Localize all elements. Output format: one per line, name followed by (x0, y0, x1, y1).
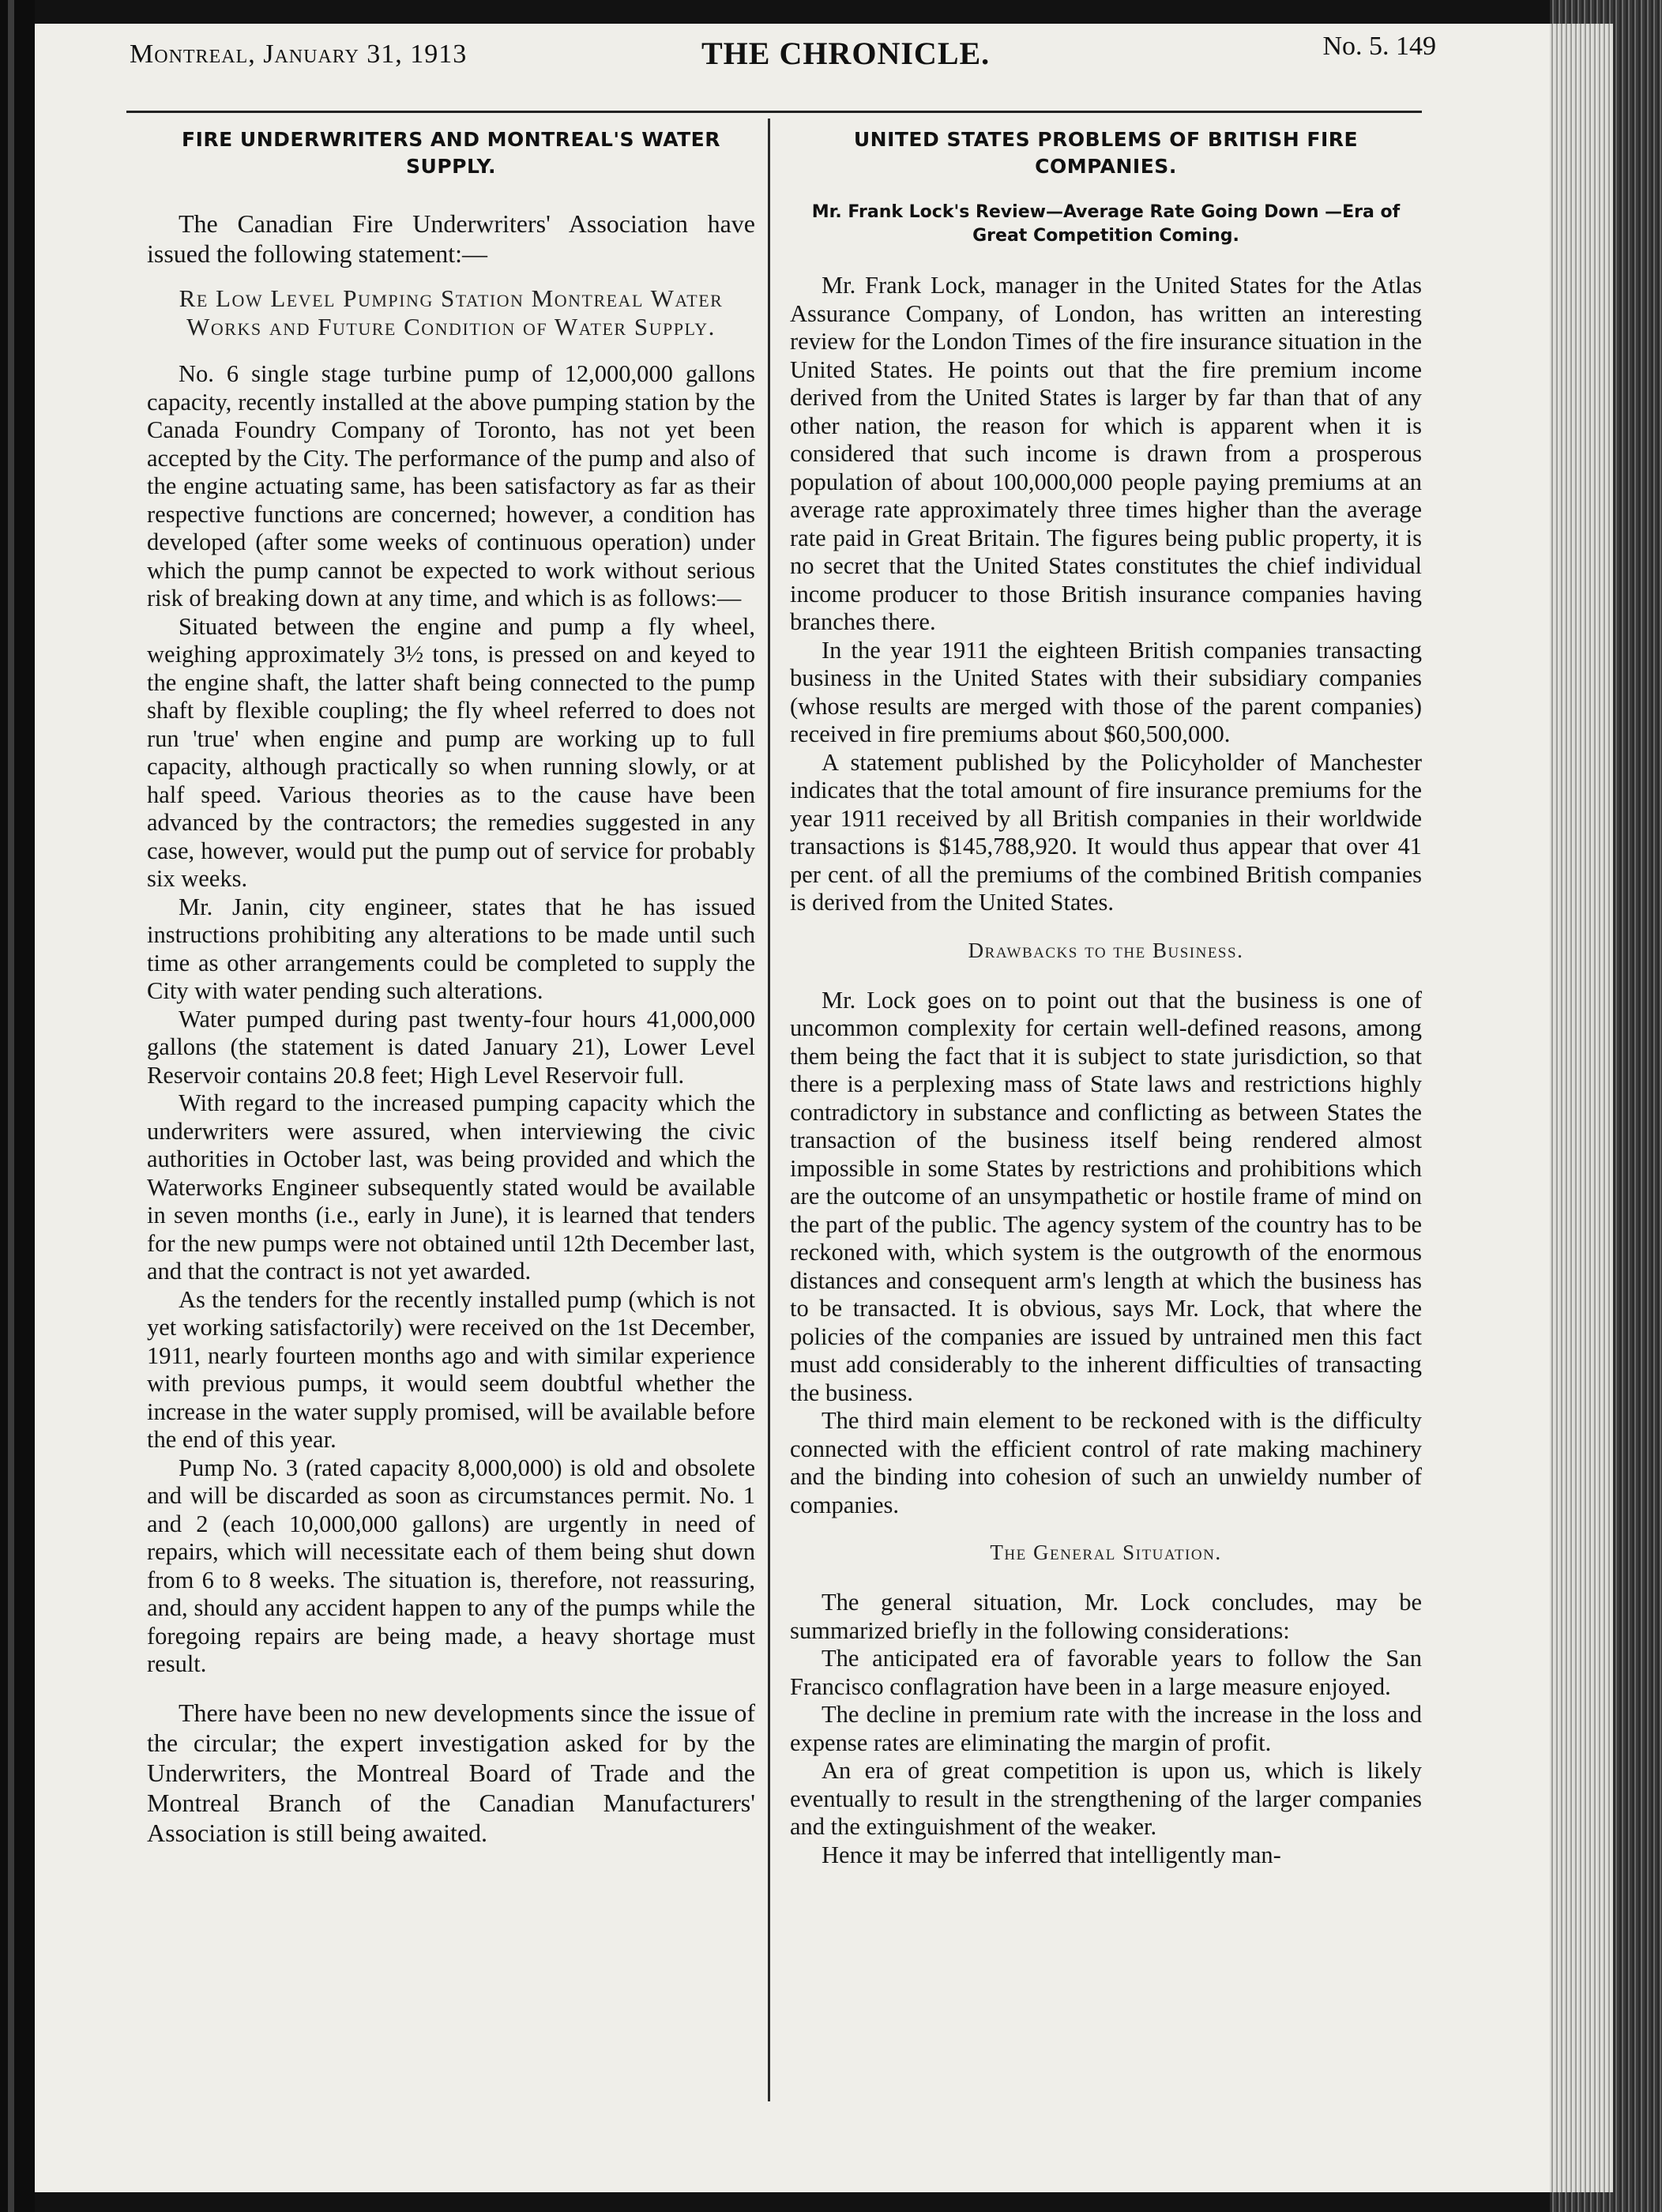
paragraph: In the year 1911 the eighteen British companies transacting business in the United States with their subsidiary companies (whose results are merged with those of the parent companies) received in fire premiums about $60,500,000. (790, 636, 1422, 747)
paragraph: As the tenders for the recently installed pump (which is not yet working satisfactorily) were received on the 1st December, 1911, nearly fourteen months ago and with similar experience with previous pumps, it would seem doubtful whether the increase in the water supply promised, will be available before the end of this year. (147, 1285, 755, 1453)
paragraph: With regard to the increased pumping capacity which the underwriters were assured, when interviewing the civic authorities in October last, was being provided and which the Waterworks Engineer subsequently stated would be available in seven months (i.e., early in June), it is learned that tenders for the new pumps were not obtained until 12th December last, and that the contract is not yet awarded. (147, 1089, 755, 1285)
left-article-intro: The Canadian Fire Underwriters' Association have issued the following statement:— (147, 209, 755, 268)
left-column (147, 126, 755, 1848)
left-article-section-head: Re Low Level Pumping Station Montreal Water Works and Future Condition of Water Supply. (179, 284, 724, 340)
left-article-headline: FIRE UNDERWRITERS AND MONTREAL'S WATER SUPPLY. (182, 128, 720, 178)
book-binding (0, 0, 35, 2212)
issue-page-number: No. 5. 149 (1322, 32, 1436, 61)
section-head-general-situation: The General Situation. (990, 1540, 1222, 1564)
paragraph: Water pumped during past twenty-four hours 41,000,000 gallons (the statement is dated January 21), Lower Level Reservoir contains 20.8 feet; High Level Reservoir full. (147, 1005, 755, 1089)
right-column (790, 126, 1422, 1869)
paragraph: An era of great competition is upon us, which is likely eventually to result in the strengthening of the larger companies and the extinguishment of the weaker. (790, 1757, 1422, 1840)
paragraph: The decline in premium rate with the increase in the loss and expense rates are eliminating the margin of profit. (790, 1701, 1422, 1756)
paragraph: The third main element to be reckoned with is the difficulty connected with the efficient control of rate making machinery and the binding into cohesion of such an unwieldy number of companies. (790, 1407, 1422, 1518)
paragraph: The anticipated era of favorable years to follow the San Francisco conflagration have been in a large measure enjoyed. (790, 1645, 1422, 1700)
running-head (93, 32, 1436, 103)
paragraph: No. 6 single stage turbine pump of 12,000,000 gallons capacity, recently installed at the above pumping station by the Canada Foundry Company of Toronto, has not yet been accepted by the City. The performance of the pump and also of the engine actuating same, has been satisfactory as far as their respective functions are concerned; however, a condition has developed (after some weeks of continuous operation) under which the pump cannot be expected to work without serious risk of breaking down at any time, and which is as follows:— (147, 360, 755, 611)
dateline: Montreal, January 31, 1913 (130, 40, 468, 69)
masthead-title: THE CHRONICLE. (701, 36, 991, 71)
page-edges (1550, 24, 1613, 2192)
paragraph: The general situation, Mr. Lock concludes, may be summarized briefly in the following considerations: (790, 1589, 1422, 1644)
paragraph: Hence it may be inferred that intelligently man- (822, 1841, 1281, 1868)
right-article-headline: UNITED STATES PROBLEMS OF BRITISH FIRE COMPANIES. (853, 128, 1359, 178)
paragraph: Mr. Janin, city engineer, states that he has issued instructions prohibiting any alterations to be made until such time as other arrangements could be completed to supply the City with water pending such alterations. (147, 893, 755, 1004)
paragraph: Pump No. 3 (rated capacity 8,000,000) is old and obsolete and will be discarded as soon as circumstances permit. No. 1 and 2 (each 10,000,000 gallons) are urgently in need of repairs, which will necessitate each of them being shut down from 6 to 8 weeks. The situation is, therefore, not reassuring, and, should any accident happen to any of the pumps while the foregoing repairs are being made, a heavy shortage must result. (147, 1454, 755, 1677)
left-article-closing: There have been no new developments since the issue of the circular; the expert investigation asked for by the Underwriters, the Montreal Board of Trade and the Montreal Branch of the Canadian Manufacturers' Association is still being awaited. (147, 1698, 755, 1847)
paragraph: Situated between the engine and pump a fly wheel, weighing approximately 3½ tons, is pressed on and keyed to the engine shaft, the latter shaft being connected to the pump shaft by flexible coupling; the fly wheel referred to does not run 'true' when engine and pump are working up to full capacity, although practically so when running slowly, or at half speed. Various theories as to the cause have been advanced by the contractors; the remedies suggested in any case, however, would put the pump out of service for probably six weeks. (147, 612, 755, 892)
paragraph: Mr. Frank Lock, manager in the United States for the Atlas Assurance Company, of London, has written an interesting review for the London Times of the fire insurance situation in the United States. He points out that the fire premium income derived from the United States is larger by far than that of any other nation, the reason for which is apparent when it is considered that such income is drawn from a prosperous population of about 100,000,000 people paying premiums at an average rate approximately three times higher than the average rate paid in Great Britain. The figures being public property, it is no secret that the United States constitutes the chief individual income producer to those British insurance companies having branches there. (790, 272, 1422, 635)
paragraph: Mr. Lock goes on to point out that the business is one of uncommon complexity for certain well-defined reasons, among them being the fact that it is subject to state jurisdiction, so that there is a perplexing mass of State laws and restrictions highly contradictory in substance and conflicting as between States the transaction of the business itself being rendered almost impossible in some States by restrictions and prohibitions which are the outcome of an unsympathetic or hostile frame of mind on the part of the public. The agency system of the country has to be reckoned with, which system is the outgrowth of the enormous distances and consequent arm's length at which the business has to be transacted. It is obvious, says Mr. Lock, that where the policies of the companies are issued by untrained men this fact must add considerably to the inherent difficulties of transacting the business. (790, 986, 1422, 1406)
binding-strip (8, 0, 14, 2212)
header-rule (126, 111, 1422, 113)
section-head-drawbacks: Drawbacks to the Business. (968, 938, 1244, 962)
column-rule (768, 118, 770, 2101)
paragraph: A statement published by the Policyholder of Manchester indicates that the total amount of fire insurance premiums for the year 1911 received by all British companies in their worldwide transactions is $145,788,920. It would thus appear that over 41 per cent. of all the premiums of the combined British companies is derived from the United States. (790, 748, 1422, 916)
right-article-subhead: Mr. Frank Lock's Review—Average Rate Going Down —Era of Great Competition Coming. (811, 202, 1401, 246)
